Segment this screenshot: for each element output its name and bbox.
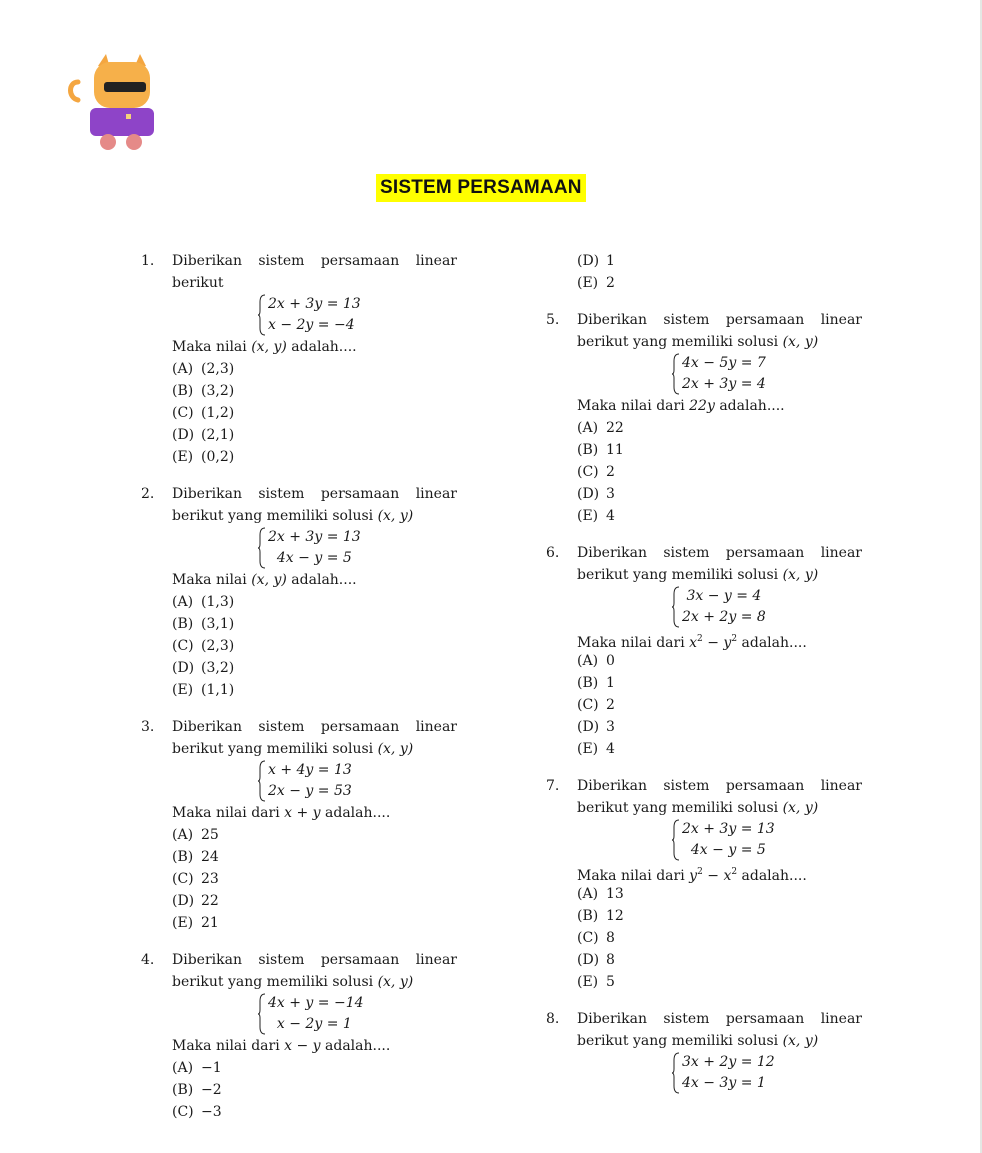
option-c: (C) −3 [172, 1104, 222, 1120]
cat-mascot-logo [64, 52, 164, 156]
option-d: (D) (3,2) [172, 660, 235, 676]
option-e: (E) 4 [577, 508, 615, 524]
option-d: (D) 3 [577, 486, 615, 502]
option-d: (D) 1 [577, 253, 615, 269]
question-7: 7. Diberikan sistem persamaan linear berikut yang memiliki solusi (x, y) 2x + 3y = 13 4x − y = 5 Maka nilai dari $y^2 - x^2$ adalah.... (A) 13 (B) 12 (C) 8 (D) 8 (E) 5 [546, 775, 862, 993]
question-ask: Maka nilai (x, y) adalah.... [172, 572, 357, 588]
question-ask: Maka nilai dari x + y adalah.... [172, 805, 391, 821]
question-number: 4. [141, 952, 155, 968]
option-b: (B) (3,2) [172, 383, 235, 399]
equation-system [674, 586, 862, 628]
question-ask: Maka nilai dari x − y adalah.... [172, 1038, 391, 1054]
option-b: (B) 11 [577, 442, 624, 458]
question-number: 7. [546, 778, 560, 794]
equation-system [260, 760, 457, 802]
equation-1: 2x + 3y = 13 [268, 529, 361, 545]
question-intro: Diberikan sistem persamaan linear [172, 952, 457, 968]
question-intro: Diberikan sistem persamaan linear [172, 486, 457, 502]
option-a: (A) (1,3) [172, 594, 235, 610]
equation-2: x − 2y = 1 [268, 1016, 352, 1032]
equation-1: 2x + 3y = 13 [268, 296, 361, 312]
option-c: (C) (1,2) [172, 405, 235, 421]
option-a: (A) (2,3) [172, 361, 235, 377]
brace-icon [672, 353, 680, 395]
brace-icon [258, 294, 266, 336]
equation-1: 4x − 5y = 7 [682, 355, 766, 371]
left-column [141, 250, 457, 1138]
question-intro: Diberikan sistem persamaan linear [172, 253, 457, 269]
option-b: (B) 12 [577, 908, 624, 924]
option-a: (A) 25 [172, 827, 219, 843]
question-3: 3. Diberikan sistem persamaan linear berikut yang memiliki solusi (x, y) x + 4y = 13 2x − y = 53 Maka nilai dari x + y adalah.... (A) 25 (B) 24 (C) 23 (D) 22 (E) 21 [141, 716, 457, 934]
question-ask: Maka nilai dari $x^2 - y^2$ adalah.... [577, 634, 807, 651]
question-ask: Maka nilai (x, y) adalah.... [172, 339, 357, 355]
equation-1: 2x + 3y = 13 [682, 821, 775, 837]
question-8: 8. Diberikan sistem persamaan linear berikut yang memiliki solusi (x, y) 3x + 2y = 12 4x − 3y = 1 [546, 1008, 862, 1094]
question-1: 1. Diberikan sistem persamaan linear berikut 2x + 3y = 13 x − 2y = −4 Maka nilai (x, y) adalah.... (A) (2,3) (B) (3,2) (C) (1,2) (D) (2,1) (E) (0,2) [141, 250, 457, 468]
option-a: (A) −1 [172, 1060, 222, 1076]
equation-2: x − 2y = −4 [268, 317, 355, 333]
option-b: (B) −2 [172, 1082, 222, 1098]
brace-icon [258, 527, 266, 569]
equation-system [674, 353, 862, 395]
option-d: (D) 8 [577, 952, 615, 968]
equation-1: x + 4y = 13 [268, 762, 352, 778]
option-a: (A) 13 [577, 886, 624, 902]
question-ask: Maka nilai dari $y^2 - x^2$ adalah.... [577, 867, 807, 884]
option-b: (B) 1 [577, 675, 615, 691]
option-b: (B) (3,1) [172, 616, 235, 632]
question-4: 4. Diberikan sistem persamaan linear berikut yang memiliki solusi (x, y) 4x + y = −14 x − 2y = 1 Maka nilai dari x − y adalah.... (A) −1 (B) −2 (C) −3 [141, 949, 457, 1123]
equation-2: 4x − y = 5 [268, 550, 352, 566]
equation-1: 4x + y = −14 [268, 995, 364, 1011]
question-number: 8. [546, 1011, 560, 1027]
equation-2: 2x + 3y = 4 [682, 376, 766, 392]
question-intro: Diberikan sistem persamaan linear [172, 719, 457, 735]
equation-system [260, 993, 457, 1035]
option-e: (E) 21 [172, 915, 219, 931]
option-c: (C) (2,3) [172, 638, 235, 654]
equation-system [260, 294, 457, 336]
question-number: 6. [546, 545, 560, 561]
option-c: (C) 8 [577, 930, 615, 946]
equation-system [674, 1052, 862, 1094]
question-ask: Maka nilai dari 22y adalah.... [577, 398, 785, 414]
option-b: (B) 24 [172, 849, 219, 865]
question-5: 5. Diberikan sistem persamaan linear berikut yang memiliki solusi (x, y) 4x − 5y = 7 2x + 3y = 4 Maka nilai dari 22y adalah.... (A) 22 (B) 11 (C) 2 (D) 3 (E) 4 [546, 309, 862, 527]
equation-2: 2x − y = 53 [268, 783, 352, 799]
option-c: (C) 23 [172, 871, 219, 887]
question-intro: Diberikan sistem persamaan linear [577, 778, 862, 794]
equation-2: 4x − 3y = 1 [682, 1075, 766, 1091]
option-d: (D) (2,1) [172, 427, 235, 443]
equation-2: 4x − y = 5 [682, 842, 766, 858]
brace-icon [672, 1052, 680, 1094]
option-e: (E) 4 [577, 741, 615, 757]
equation-1: 3x + 2y = 12 [682, 1054, 775, 1070]
option-c: (C) 2 [577, 464, 615, 480]
question-number: 3. [141, 719, 155, 735]
question-2: 2. Diberikan sistem persamaan linear berikut yang memiliki solusi (x, y) 2x + 3y = 13 4x − y = 5 Maka nilai (x, y) adalah.... (A) (1,3) (B) (3,1) (C) (2,3) (D) (3,2) (E) (1,1) [141, 483, 457, 701]
question-6: 6. Diberikan sistem persamaan linear berikut yang memiliki solusi (x, y) 3x − y = 4 2x + 2y = 8 Maka nilai dari $x^2 - y^2$ adalah.... (A) 0 (B) 1 (C) 2 (D) 3 (E) 4 [546, 542, 862, 760]
option-e: (E) (1,1) [172, 682, 235, 698]
question-intro: Diberikan sistem persamaan linear [577, 545, 862, 561]
option-e: (E) 5 [577, 974, 615, 990]
question-number: 5. [546, 312, 560, 328]
option-a: (A) 0 [577, 653, 615, 669]
question-number: 2. [141, 486, 155, 502]
question-4-continued [577, 250, 862, 294]
option-e: (E) 2 [577, 275, 615, 291]
equation-2: 2x + 2y = 8 [682, 609, 766, 625]
option-c: (C) 2 [577, 697, 615, 713]
option-a: (A) 22 [577, 420, 624, 436]
brace-icon [672, 586, 680, 628]
option-e: (E) (0,2) [172, 449, 235, 465]
equation-1: 3x − y = 4 [682, 588, 762, 604]
equation-system [260, 527, 457, 569]
option-d: (D) 3 [577, 719, 615, 735]
option-d: (D) 22 [172, 893, 219, 909]
brace-icon [672, 819, 680, 861]
brace-icon [258, 993, 266, 1035]
brace-icon [258, 760, 266, 802]
question-intro: Diberikan sistem persamaan linear [577, 312, 862, 328]
right-column [546, 250, 862, 1109]
question-number: 1. [141, 253, 155, 269]
page-title: SISTEM PERSAMAAN [376, 174, 586, 202]
equation-system [674, 819, 862, 861]
question-intro: Diberikan sistem persamaan linear [577, 1011, 862, 1027]
